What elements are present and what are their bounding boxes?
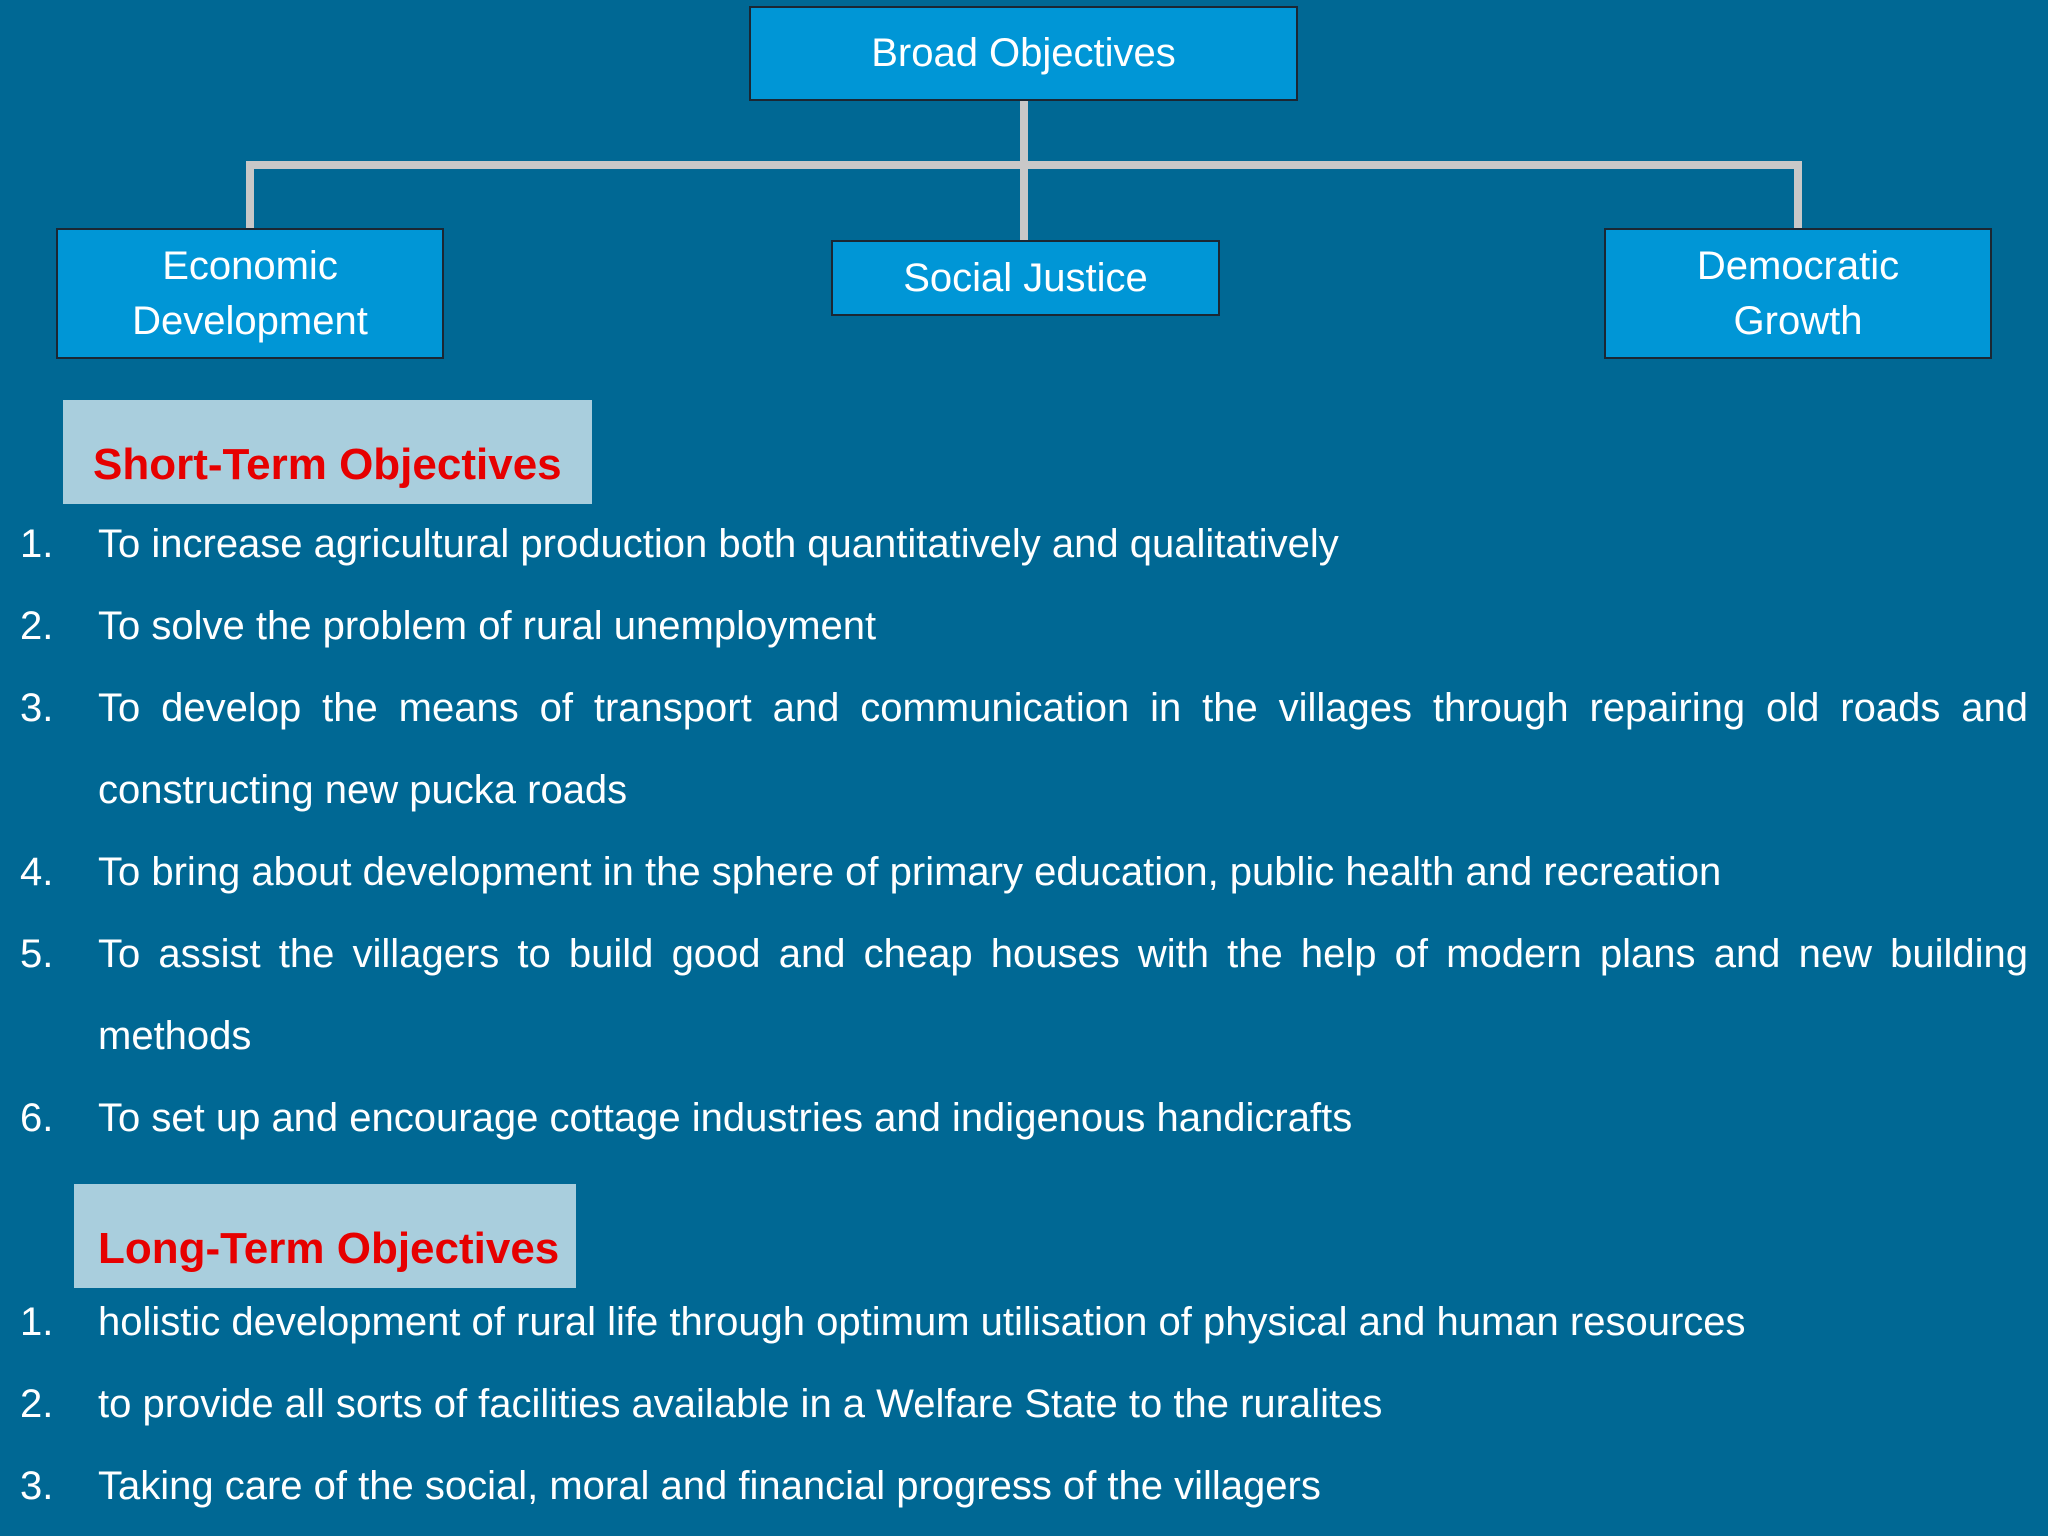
list-number: 1. [20, 522, 54, 566]
list-number: 6. [20, 1096, 54, 1140]
list-item [0, 667, 2028, 831]
short-term-heading [63, 400, 592, 504]
broad-objectives-label: Broad Objectives [871, 31, 1176, 75]
list-item [0, 831, 2028, 913]
democratic-growth-box [1604, 228, 1992, 359]
list-item [0, 1363, 2028, 1445]
list-number: 1. [20, 1300, 54, 1344]
social-justice-box [831, 240, 1220, 316]
economic-development-label-line1: Economic [162, 243, 338, 288]
list-number: 4. [20, 850, 54, 894]
list-text: to provide all sorts of facilities available in a Welfare State to the ruralites [98, 1382, 1383, 1426]
list-text: To assist the villagers to build good and cheap houses with the help of modern plans and new building methods [98, 932, 2028, 1058]
economic-development-label-line2: Development [132, 298, 368, 343]
democratic-growth-label-line2: Growth [1733, 298, 1863, 343]
list-text: Taking care of the social, moral and financial progress of the villagers [98, 1464, 1321, 1508]
list-number: 2. [20, 604, 54, 648]
democratic-growth-label-line1: Democratic [1696, 243, 1900, 288]
list-number: 5. [20, 932, 54, 976]
list-item [0, 1077, 2028, 1159]
list-text: To solve the problem of rural unemployment [98, 604, 877, 648]
list-item [0, 585, 2028, 667]
long-term-list [0, 1281, 2028, 1527]
list-number: 2. [20, 1382, 54, 1426]
long-term-heading [74, 1184, 576, 1288]
list-text: holistic development of rural life through optimum utilisation of physical and human resources [98, 1300, 1746, 1344]
list-text: To set up and encourage cottage industries and indigenous handicrafts [98, 1096, 1353, 1140]
broad-objectives-box [749, 6, 1298, 101]
long-term-heading-text: Long-Term Objectives [98, 1224, 560, 1273]
list-item [0, 1281, 2028, 1363]
list-item [0, 1445, 2028, 1527]
list-number: 3. [20, 686, 54, 730]
list-number: 3. [20, 1464, 54, 1508]
list-text: To bring about development in the sphere of primary education, public health and recreation [98, 850, 1722, 894]
list-text: To increase agricultural production both quantitatively and qualitatively [98, 522, 1339, 566]
short-term-heading-text: Short-Term Objectives [93, 440, 562, 489]
social-justice-label: Social Justice [903, 255, 1148, 300]
short-term-list [0, 503, 2028, 1159]
list-item [0, 913, 2028, 1077]
list-item [0, 503, 2028, 585]
list-text: To develop the means of transport and communication in the villages through repairing old roads and constructing new pucka roads [98, 686, 2028, 812]
economic-development-box [56, 228, 444, 359]
